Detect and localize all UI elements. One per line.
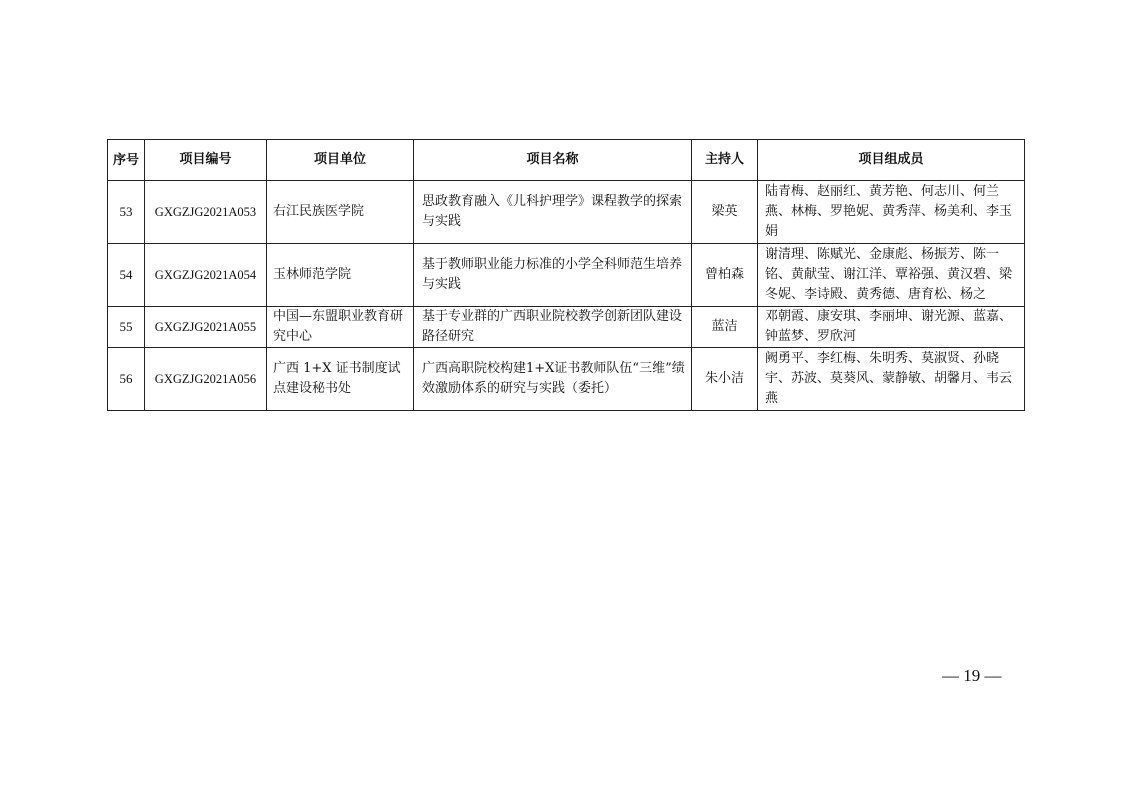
cell-host: 梁英 (692, 181, 758, 244)
cell-members: 邓朝霞、康安琪、李丽坤、谢光源、蓝嘉、钟蓝梦、罗欣河 (758, 307, 1025, 348)
table-row (108, 181, 1025, 244)
cell-host: 曾柏森 (692, 244, 758, 307)
table-row (108, 348, 1025, 411)
page-number: — 19 — (942, 666, 1002, 685)
cell-members: 阙勇平、李红梅、朱明秀、莫淑贤、孙晓宇、苏波、莫葵风、蒙静敏、胡馨月、韦云燕 (758, 348, 1025, 411)
table-row (108, 244, 1025, 307)
table-header-row (108, 140, 1025, 181)
header-code: 项目编号 (145, 140, 267, 181)
cell-unit: 中国—东盟职业教育研究中心 (267, 307, 414, 348)
header-name: 项目名称 (414, 140, 692, 181)
cell-host: 朱小洁 (692, 348, 758, 411)
cell-code: GXGZJG2021A056 (145, 348, 267, 411)
cell-name: 基于专业群的广西职业院校教学创新团队建设路径研究 (414, 307, 692, 348)
cell-unit: 右江民族医学院 (267, 181, 414, 244)
project-table (107, 139, 1025, 411)
cell-unit: 广西 1+X 证书制度试点建设秘书处 (267, 348, 414, 411)
cell-code: GXGZJG2021A055 (145, 307, 267, 348)
cell-seq: 54 (108, 244, 145, 307)
cell-members: 陆青梅、赵丽红、黄芳艳、何志川、何兰燕、林梅、罗艳妮、黄秀萍、杨美利、李玉娟 (758, 181, 1025, 244)
cell-code: GXGZJG2021A053 (145, 181, 267, 244)
header-host: 主持人 (692, 140, 758, 181)
cell-name: 基于教师职业能力标准的小学全科师范生培养与实践 (414, 244, 692, 307)
cell-unit: 玉林师范学院 (267, 244, 414, 307)
cell-name: 广西高职院校构建1+X证书教师队伍“三维”绩效激励体系的研究与实践（委托） (414, 348, 692, 411)
cell-name: 思政教育融入《儿科护理学》课程教学的探索与实践 (414, 181, 692, 244)
cell-seq: 55 (108, 307, 145, 348)
header-unit: 项目单位 (267, 140, 414, 181)
header-members: 项目组成员 (758, 140, 1025, 181)
cell-seq: 53 (108, 181, 145, 244)
cell-host: 蓝洁 (692, 307, 758, 348)
table-row (108, 307, 1025, 348)
cell-seq: 56 (108, 348, 145, 411)
header-seq: 序号 (108, 140, 145, 181)
cell-code: GXGZJG2021A054 (145, 244, 267, 307)
cell-members: 谢清理、陈赋光、金康彪、杨振芳、陈一铭、黄献莹、谢江洋、覃裕强、黄汉碧、梁冬妮、李诗殿、黄秀德、唐育松、杨之 (758, 244, 1025, 307)
